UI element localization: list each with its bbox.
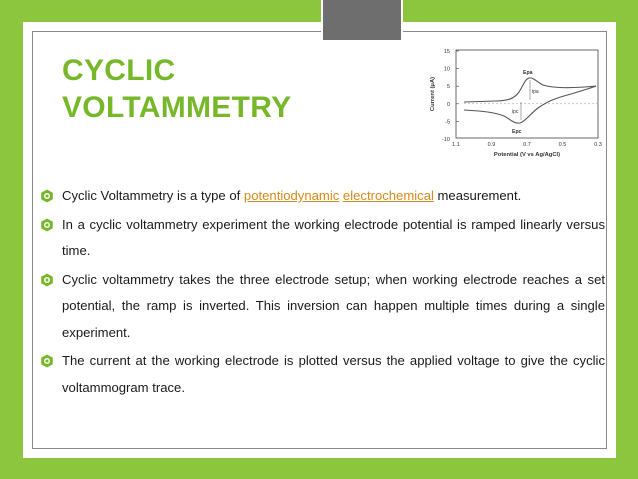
list-item bbox=[40, 183, 605, 210]
hexagon-bullet-icon bbox=[40, 273, 54, 287]
bullet-2-text: In a cyclic voltammetry experiment the working electrode potential is ramped linearly versus time. bbox=[62, 216, 605, 258]
decorative-gray-square bbox=[321, 0, 403, 42]
y-tick-label: 0 bbox=[446, 101, 450, 108]
y-tick-label: 15 bbox=[443, 49, 450, 55]
x-tick-label: 0.5 bbox=[558, 142, 567, 148]
slide-title bbox=[62, 52, 291, 126]
hexagon-bullet-icon bbox=[40, 189, 54, 203]
y-axis-title: Current (μA) bbox=[430, 76, 436, 112]
plot-frame bbox=[456, 50, 598, 138]
cyclic-voltammogram-figure bbox=[426, 44, 606, 164]
hexagon-bullet-icon bbox=[40, 354, 54, 368]
list-item bbox=[40, 348, 605, 401]
title-line-1: CYCLIC bbox=[62, 54, 176, 87]
x-tick-label: 1.1 bbox=[452, 142, 460, 148]
ipa-label: ipa bbox=[532, 89, 539, 95]
list-item bbox=[40, 267, 605, 347]
y-tick-label: 5 bbox=[446, 84, 450, 91]
epc-label: Epc bbox=[512, 129, 522, 135]
y-tick-label: 10 bbox=[443, 66, 450, 73]
bullet-list bbox=[40, 183, 605, 401]
working-electrode-link[interactable]: working electrode bbox=[174, 353, 279, 368]
epa-label: Epa bbox=[523, 70, 533, 76]
bullet-1-text-start: Cyclic Voltammetry is a type of bbox=[62, 188, 244, 203]
bullet-3-text: Cyclic voltammetry takes the three electrode setup; when working electrode reaches a set potential, the ramp is inverted. This inversion can happen multiple times during a single experiment. bbox=[62, 271, 605, 340]
bullet-4-text-end: is plotted versus the applied voltage to give the cyclic voltammogram trace. bbox=[62, 353, 606, 395]
potentiodynamic-link[interactable]: potentiodynamic bbox=[243, 188, 340, 203]
x-tick-label: 0.9 bbox=[487, 142, 496, 148]
y-tick-label: -10 bbox=[442, 137, 450, 143]
bullet-1-text-end: measurement. bbox=[433, 188, 522, 203]
title-line-2: VOLTAMMETRY bbox=[62, 91, 292, 124]
voltammogram-svg bbox=[426, 44, 606, 164]
y-tick-label: -5 bbox=[445, 119, 450, 126]
x-tick-label: 0.7 bbox=[523, 142, 531, 148]
x-axis-title: Potential (V vs Ag/AgCl) bbox=[493, 152, 561, 158]
list-item bbox=[40, 212, 605, 265]
electrochemical-link[interactable]: electrochemical bbox=[342, 188, 434, 203]
hexagon-bullet-icon bbox=[40, 218, 54, 232]
bullet-4-text-start: The current at the bbox=[62, 353, 175, 368]
y-ticks bbox=[456, 51, 459, 121]
x-tick-label: 0.3 bbox=[594, 142, 602, 148]
ipc-label: ipc bbox=[512, 109, 519, 115]
